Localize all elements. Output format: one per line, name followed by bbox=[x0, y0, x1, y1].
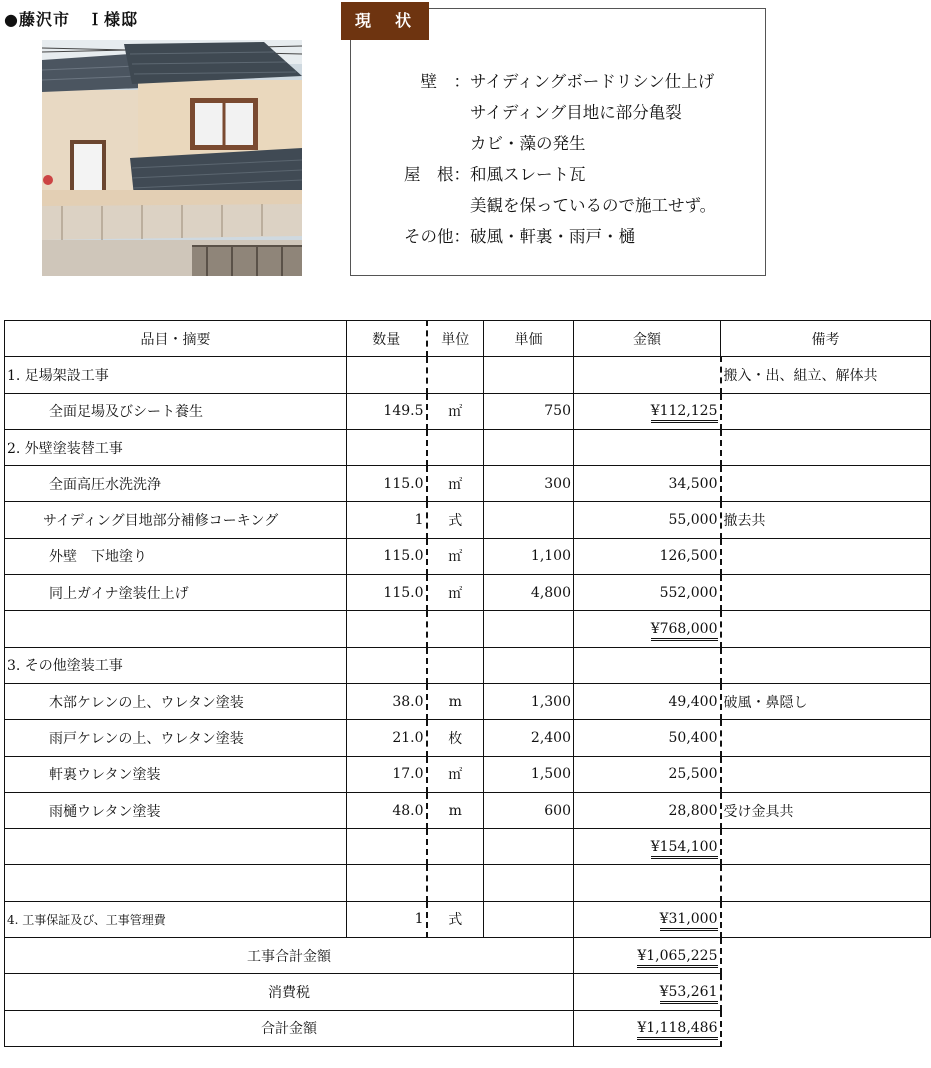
table-row bbox=[5, 792, 931, 828]
cell-qty: 1 bbox=[347, 901, 427, 937]
cell-amount bbox=[574, 393, 721, 429]
cell-note: 破風・鼻隠し bbox=[721, 683, 931, 719]
cell-qty bbox=[347, 829, 427, 865]
cell-item: サイディング目地部分補修コーキング bbox=[5, 502, 347, 538]
total-note bbox=[721, 938, 931, 974]
house-photo-illustration bbox=[42, 40, 302, 276]
cell-unit: ㎡ bbox=[427, 575, 484, 611]
cell-unit: ㎡ bbox=[427, 393, 484, 429]
cell-amount: 34,500 bbox=[574, 466, 721, 502]
total-amount-cell bbox=[574, 974, 721, 1010]
cell-note bbox=[721, 611, 931, 647]
cell-note: 搬入・出、組立、解体共 bbox=[721, 357, 931, 393]
cell-note bbox=[721, 829, 931, 865]
status-label: 屋 根： bbox=[404, 164, 470, 184]
total-amount: ¥1,118,486 bbox=[637, 1020, 717, 1040]
table-row bbox=[5, 829, 931, 865]
cell-unit bbox=[427, 429, 484, 465]
estimate-table bbox=[4, 320, 931, 1047]
cell-price: 2,400 bbox=[484, 720, 574, 756]
amount-total-value: ¥154,100 bbox=[651, 839, 718, 859]
cell-unit: m bbox=[427, 683, 484, 719]
cell-unit: m bbox=[427, 792, 484, 828]
total-label: 合計金額 bbox=[5, 1010, 574, 1046]
cell-qty bbox=[347, 647, 427, 683]
status-line bbox=[378, 95, 716, 126]
table-row bbox=[5, 357, 931, 393]
cell-qty bbox=[347, 429, 427, 465]
cell-amount bbox=[574, 429, 721, 465]
cell-amount bbox=[574, 647, 721, 683]
total-row bbox=[5, 1010, 931, 1046]
cell-unit: ㎡ bbox=[427, 466, 484, 502]
status-text: 和風スレート瓦 bbox=[470, 164, 586, 184]
header-amount: 金額 bbox=[574, 321, 721, 357]
status-text: サイディングボードリシン仕上げ bbox=[470, 71, 715, 91]
cell-amount bbox=[574, 865, 721, 901]
table-row bbox=[5, 901, 931, 937]
cell-unit bbox=[427, 829, 484, 865]
cell-price: 1,100 bbox=[484, 538, 574, 574]
table-header-row bbox=[5, 321, 931, 357]
cell-note bbox=[721, 901, 931, 937]
cell-note bbox=[721, 865, 931, 901]
cell-price bbox=[484, 865, 574, 901]
cell-amount: 552,000 bbox=[574, 575, 721, 611]
cell-price: 1,500 bbox=[484, 756, 574, 792]
cell-price bbox=[484, 357, 574, 393]
table-row bbox=[5, 429, 931, 465]
cell-amount: 55,000 bbox=[574, 502, 721, 538]
cell-amount bbox=[574, 901, 721, 937]
cell-item bbox=[5, 829, 347, 865]
cell-qty: 38.0 bbox=[347, 683, 427, 719]
cell-note bbox=[721, 538, 931, 574]
cell-item: 全面足場及びシート養生 bbox=[5, 393, 347, 429]
cell-price: 300 bbox=[484, 466, 574, 502]
cell-note bbox=[721, 429, 931, 465]
cell-unit bbox=[427, 647, 484, 683]
status-label: 壁 ： bbox=[420, 71, 470, 91]
total-label: 消費税 bbox=[5, 974, 574, 1010]
cell-note bbox=[721, 720, 931, 756]
status-text: 美観を保っているので施工せず。 bbox=[470, 195, 717, 215]
total-amount-cell bbox=[574, 1010, 721, 1046]
cell-item: 1. 足場架設工事 bbox=[5, 357, 347, 393]
cell-price: 750 bbox=[484, 393, 574, 429]
status-line bbox=[378, 188, 716, 219]
table-row bbox=[5, 865, 931, 901]
cell-unit: 式 bbox=[427, 901, 484, 937]
cell-qty: 17.0 bbox=[347, 756, 427, 792]
cell-note: 撤去共 bbox=[721, 502, 931, 538]
cell-item bbox=[5, 865, 347, 901]
total-amount: ¥53,261 bbox=[660, 984, 718, 1004]
table-row bbox=[5, 647, 931, 683]
cell-item: 軒裏ウレタン塗装 bbox=[5, 756, 347, 792]
cell-note: 受け金具共 bbox=[721, 792, 931, 828]
cell-unit bbox=[427, 611, 484, 647]
cell-item: 同上ガイナ塗装仕上げ bbox=[5, 575, 347, 611]
cell-note bbox=[721, 393, 931, 429]
cell-unit: 枚 bbox=[427, 720, 484, 756]
cell-qty bbox=[347, 865, 427, 901]
cell-amount: 49,400 bbox=[574, 683, 721, 719]
cell-item: 3. その他塗装工事 bbox=[5, 647, 347, 683]
total-amount: ¥1,065,225 bbox=[637, 948, 717, 968]
cell-amount: 126,500 bbox=[574, 538, 721, 574]
cell-price bbox=[484, 429, 574, 465]
table-row bbox=[5, 466, 931, 502]
page-title: ●藤沢市 Ｉ様邸 bbox=[4, 10, 138, 29]
status-line bbox=[378, 64, 716, 95]
cell-qty: 149.5 bbox=[347, 393, 427, 429]
cell-unit bbox=[427, 357, 484, 393]
cell-price: 4,800 bbox=[484, 575, 574, 611]
house-photo bbox=[42, 40, 302, 276]
cell-qty: 48.0 bbox=[347, 792, 427, 828]
cell-price bbox=[484, 502, 574, 538]
table-row bbox=[5, 756, 931, 792]
status-label: その他： bbox=[404, 226, 470, 246]
cell-qty bbox=[347, 611, 427, 647]
amount-total-value: ¥31,000 bbox=[660, 911, 718, 931]
status-text: サイディング目地に部分亀裂 bbox=[470, 102, 682, 122]
header-unit: 単位 bbox=[427, 321, 484, 357]
cell-qty: 115.0 bbox=[347, 575, 427, 611]
cell-note bbox=[721, 647, 931, 683]
status-lines bbox=[378, 64, 716, 250]
cell-price bbox=[484, 611, 574, 647]
cell-price bbox=[484, 829, 574, 865]
status-line bbox=[378, 126, 716, 157]
table-row bbox=[5, 611, 931, 647]
status-line bbox=[378, 157, 716, 188]
cell-item: 外壁 下地塗り bbox=[5, 538, 347, 574]
total-label: 工事合計金額 bbox=[5, 938, 574, 974]
header-price: 単価 bbox=[484, 321, 574, 357]
cell-item: 2. 外壁塗装替工事 bbox=[5, 429, 347, 465]
cell-amount: 28,800 bbox=[574, 792, 721, 828]
cell-item bbox=[5, 611, 347, 647]
cell-unit bbox=[427, 865, 484, 901]
cell-amount bbox=[574, 829, 721, 865]
status-tab: 現 状 bbox=[341, 2, 429, 40]
cell-item: 全面高圧水洗洗浄 bbox=[5, 466, 347, 502]
status-line bbox=[378, 219, 716, 250]
cell-item: 雨戸ケレンの上、ウレタン塗装 bbox=[5, 720, 347, 756]
amount-total-value: ¥768,000 bbox=[651, 621, 718, 641]
cell-note bbox=[721, 756, 931, 792]
cell-note bbox=[721, 466, 931, 502]
cell-qty bbox=[347, 357, 427, 393]
cell-amount: 25,500 bbox=[574, 756, 721, 792]
amount-total-value: ¥112,125 bbox=[651, 403, 718, 423]
table-row bbox=[5, 575, 931, 611]
status-text: カビ・藻の発生 bbox=[470, 133, 586, 153]
table-row bbox=[5, 720, 931, 756]
table-row bbox=[5, 502, 931, 538]
total-row bbox=[5, 974, 931, 1010]
cell-unit: ㎡ bbox=[427, 538, 484, 574]
total-row bbox=[5, 938, 931, 974]
cell-amount: 50,400 bbox=[574, 720, 721, 756]
cell-qty: 21.0 bbox=[347, 720, 427, 756]
cell-qty: 1 bbox=[347, 502, 427, 538]
cell-price bbox=[484, 901, 574, 937]
table-row bbox=[5, 683, 931, 719]
cell-price: 600 bbox=[484, 792, 574, 828]
header-qty: 数量 bbox=[347, 321, 427, 357]
cell-qty: 115.0 bbox=[347, 466, 427, 502]
header-item: 品目・摘要 bbox=[5, 321, 347, 357]
cell-amount bbox=[574, 357, 721, 393]
cell-qty: 115.0 bbox=[347, 538, 427, 574]
table-row bbox=[5, 393, 931, 429]
cell-unit: ㎡ bbox=[427, 756, 484, 792]
cell-price: 1,300 bbox=[484, 683, 574, 719]
total-amount-cell bbox=[574, 938, 721, 974]
header-note: 備考 bbox=[721, 321, 931, 357]
cell-unit: 式 bbox=[427, 502, 484, 538]
cell-item: 4. 工事保証及び、工事管理費 bbox=[5, 901, 347, 937]
total-note bbox=[721, 1010, 931, 1046]
cell-item: 雨樋ウレタン塗装 bbox=[5, 792, 347, 828]
cell-item: 木部ケレンの上、ウレタン塗装 bbox=[5, 683, 347, 719]
cell-note bbox=[721, 575, 931, 611]
status-text: 破風・軒裏・雨戸・樋 bbox=[470, 226, 635, 246]
table-row bbox=[5, 538, 931, 574]
cell-price bbox=[484, 647, 574, 683]
cell-amount bbox=[574, 611, 721, 647]
total-note bbox=[721, 974, 931, 1010]
